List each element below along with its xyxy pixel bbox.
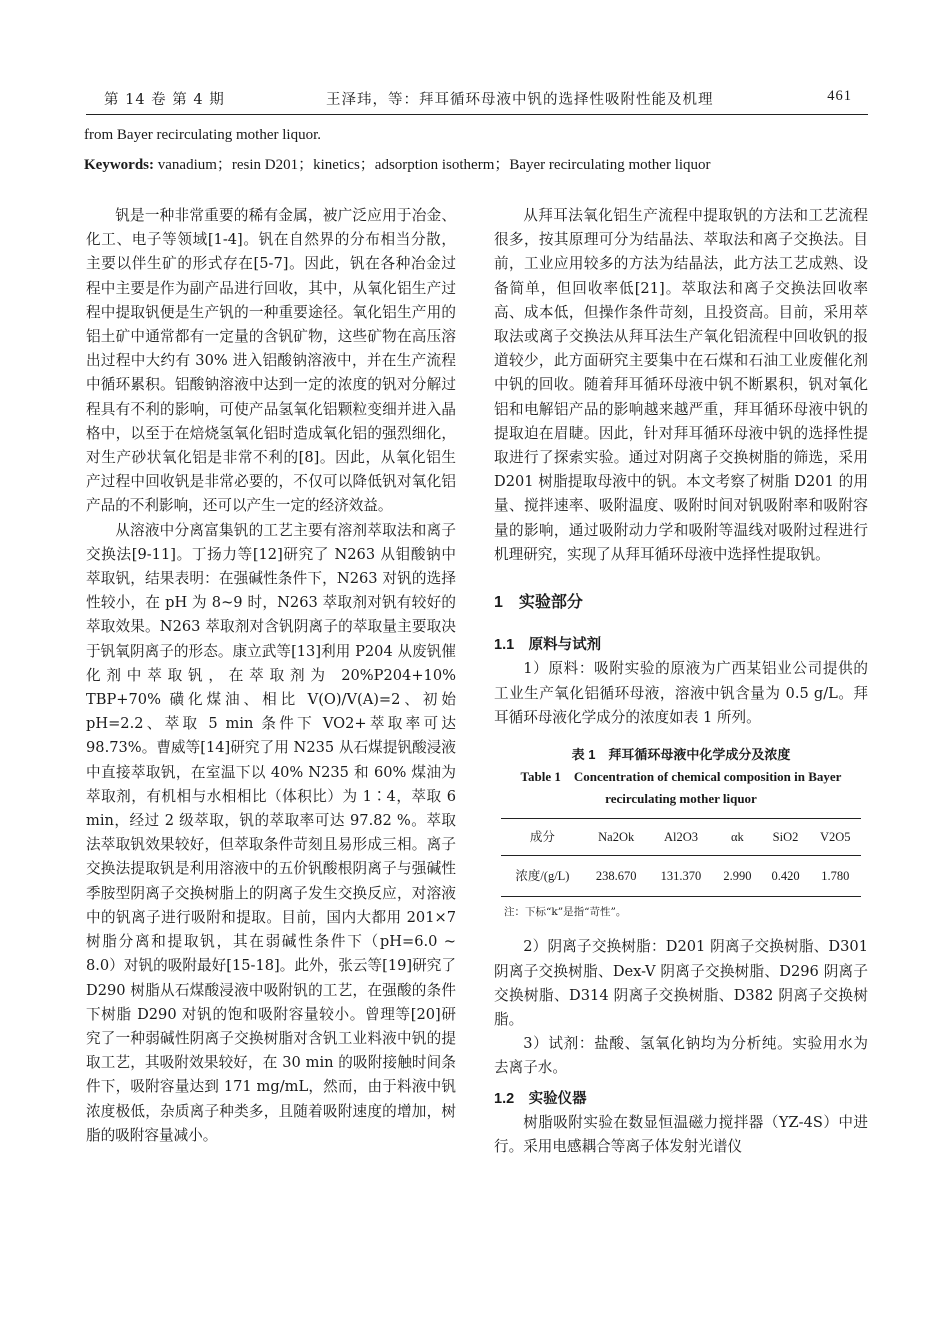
table-row <box>501 856 861 897</box>
table-header-cell: Al2O3 <box>649 819 714 856</box>
table-row-label: 浓度/(g/L) <box>501 856 584 897</box>
table-header-cell: αk <box>713 819 761 856</box>
page-number: 461 <box>827 88 852 104</box>
table-cell: 2.990 <box>713 856 761 897</box>
table-cell: 238.670 <box>584 856 649 897</box>
table-header-cell: SiO2 <box>761 819 809 856</box>
keywords-line <box>84 153 711 174</box>
table-caption-cn: 表 1 拜耳循环母液中化学成分及浓度 <box>571 747 791 763</box>
reagent-paragraph: 3）试剂：盐酸、氢氧化钠均为分析纯。实验用水为去离子水。 <box>494 1035 868 1077</box>
intro-paragraph-1: 钒是一种非常重要的稀有金属，被广泛应用于冶金、化工、电子等领域[1-4]。钒在自然界的分布相当分散，主要以伴生矿的形式存在[5-7]。因此，钒在各种冶金过程中主要是作为副产品进行回收，其中，从氧化铝生产过程中提取钒便是生产钒的一种重要途径。氧化铝生产用的铝土矿中通常都有一定量的含钒矿物，这些矿物在高压溶出过程中大约有 30% 进入铝酸钠溶液中，并在生产流程中循环累积。铝酸钠溶液中达到一定的浓度的钒对分解过程具有不利的影响，可使产品氢氧化铝颗粒变细并进入晶格中，以至于在焙烧氢氧化铝时造成氧化铝的强烈细化，对生产砂状氧化铝是非常不利的[8]。因此，从氧化铝生产过程中回收钒是非常必要的，不仅可以降低钒对氧化铝产品的不利影响，还可以产生一定的经济效益。 <box>86 207 456 515</box>
running-title: 王泽玮，等：拜耳循环母液中钒的选择性吸附性能及机理 <box>326 92 714 108</box>
composition-table <box>501 818 861 897</box>
table-cell: 131.370 <box>649 856 714 897</box>
table-header-cell: 成分 <box>501 819 584 856</box>
left-column <box>86 204 456 1148</box>
table-header-cell: Na2Ok <box>584 819 649 856</box>
table-caption-en: Table 1 Concentration of chemical composition in Bayer recirculating mother liquor <box>520 769 842 807</box>
section-heading-experiment: 1 实验部分 <box>494 594 583 612</box>
instrument-paragraph: 树脂吸附实验在数显恒温磁力搅拌器（YZ-4S）中进行。采用电感耦合等离子体发射光谱仪 <box>494 1113 868 1156</box>
keywords-text: vanadium；resin D201；kinetics；adsorption isotherm；Bayer recirculating mother liquor <box>154 157 711 173</box>
table-header-row <box>501 819 861 856</box>
table-note: 注：下标“k”是指“苛性”。 <box>504 906 627 919</box>
intro-paragraph-2: 从溶液中分离富集钒的工艺主要有溶剂萃取法和离子交换法[9-11]。丁扬力等[12]研究了 N263 从钼酸钠中萃取钒，结果表明：在强碱性条件下，N263 对钒的选择性较小，在 pH 为 8~9 时，N263 萃取剂对钒有较好的萃取效果。N263 萃取剂对含钒阴离子的萃取量主要取决于钒氧阴离子的形态。康立武等[13]利用 P204 从废钒催化剂中萃取钒，在萃取剂为 20%P204+10% TBP+70% 磺化煤油、相比 V(O)/V(A)=2、初始 pH=2.2、萃取 5 min 条件下 VO2+萃取率可达 98.73%。曹威等[14]研究了用 N235 从石煤提钒酸浸液中直接萃取钒，在室温下以 40% N235 和 60% 煤油为萃取剂，有机相与水相相比（体积比）为 1∶4，萃取 6 min，经过 2 级萃取，钒的萃取率可达 97.82 %。萃取法萃取钒效果较好，但萃取条件苛刻且易形成三相。离子交换法提取钒是利用溶液中的五价钒酸根阴离子与强碱性季胺型阴离子交换树脂上的阴离子发生交换反应，对溶液中的钒离子进行吸附和提取。目前，国内大都用 201×7 树脂分离和提取钒，其在弱碱性条件下（pH=6.0 ~ 8.0）对钒的吸附最好[15-18]。此外，张云等[19]研究了 D290 树脂从石煤酸浸液中吸附钒的工艺，在强酸的条件下树脂 D290 对钒的饱和吸附容量较小。曾理等[20]研究了一种弱碱性阴离子交换树脂对含钒工业料液中钒的提取工艺，其吸附效果较好，在 30 min 的吸附接触时间条件下，吸附容量达到 171 mg/mL，然而，由于料液中钒浓度极低，杂质离子种类多，且随着吸附速度的增加，树脂的吸附容量减小。 <box>86 521 456 1144</box>
running-header <box>86 88 866 114</box>
journal-volume: 第 14 卷 第 4 期 <box>104 92 225 108</box>
header-rule <box>86 114 868 115</box>
table-cell: 1.780 <box>810 856 861 897</box>
table-cell: 0.420 <box>761 856 809 897</box>
resin-paragraph: 2）阴离子交换树脂：D201 阴离子交换树脂、D301 阴离子交换树脂、Dex-V 阴离子交换树脂、D296 阴离子交换树脂、D314 阴离子交换树脂、D382 阴离子交换树脂。 <box>494 938 868 1029</box>
table-header-cell: V2O5 <box>810 819 861 856</box>
subsection-heading-materials: 1.1 原料与试剂 <box>494 637 602 654</box>
right-column <box>494 204 868 1159</box>
abstract-tail: from Bayer recirculating mother liquor. <box>84 127 322 143</box>
raw-material-paragraph: 1）原料：吸附实验的原液为广西某铝业公司提供的工业生产氧化铝循环母液，溶液中钒含量为 0.5 g/L。拜耳循环母液化学成分的浓度如表 1 所列。 <box>494 660 868 726</box>
keywords-label: Keywords: <box>84 157 154 173</box>
intro-paragraph-3: 从拜耳法氧化铝生产流程中提取钒的方法和工艺流程很多，按其原理可分为结晶法、萃取法和离子交换法。目前，工业应用较多的方法为结晶法，此方法工艺成熟、设备简单，但回收率低[21]。萃取法和离子交换法回收率高、成本低，但操作条件苛刻，且投资高。目前，采用萃取法或离子交换法从拜耳法生产氧化铝流程中回收钒的报道较少，此方面研究主要集中在石煤和石油工业废催化剂中钒的回收。随着拜耳循环母液中钒不断累积，钒对氧化铝和电解铝产品的影响越来越严重，拜耳循环母液中钒的提取迫在眉睫。因此，针对拜耳循环母液中钒的选择性提取进行了探索实验。通过对阴离子交换树脂的筛选，采用 D201 树脂提取母液中的钒。本文考察了树脂 D201 的用量、搅拌速率、吸附温度、吸附时间对钒吸附率和吸附容量的影响，通过吸附动力学和吸附等温线对吸附过程进行机理研究，实现了从拜耳循环母液中选择性提取钒。 <box>494 207 868 563</box>
subsection-heading-instruments: 1.2 实验仪器 <box>494 1090 587 1107</box>
